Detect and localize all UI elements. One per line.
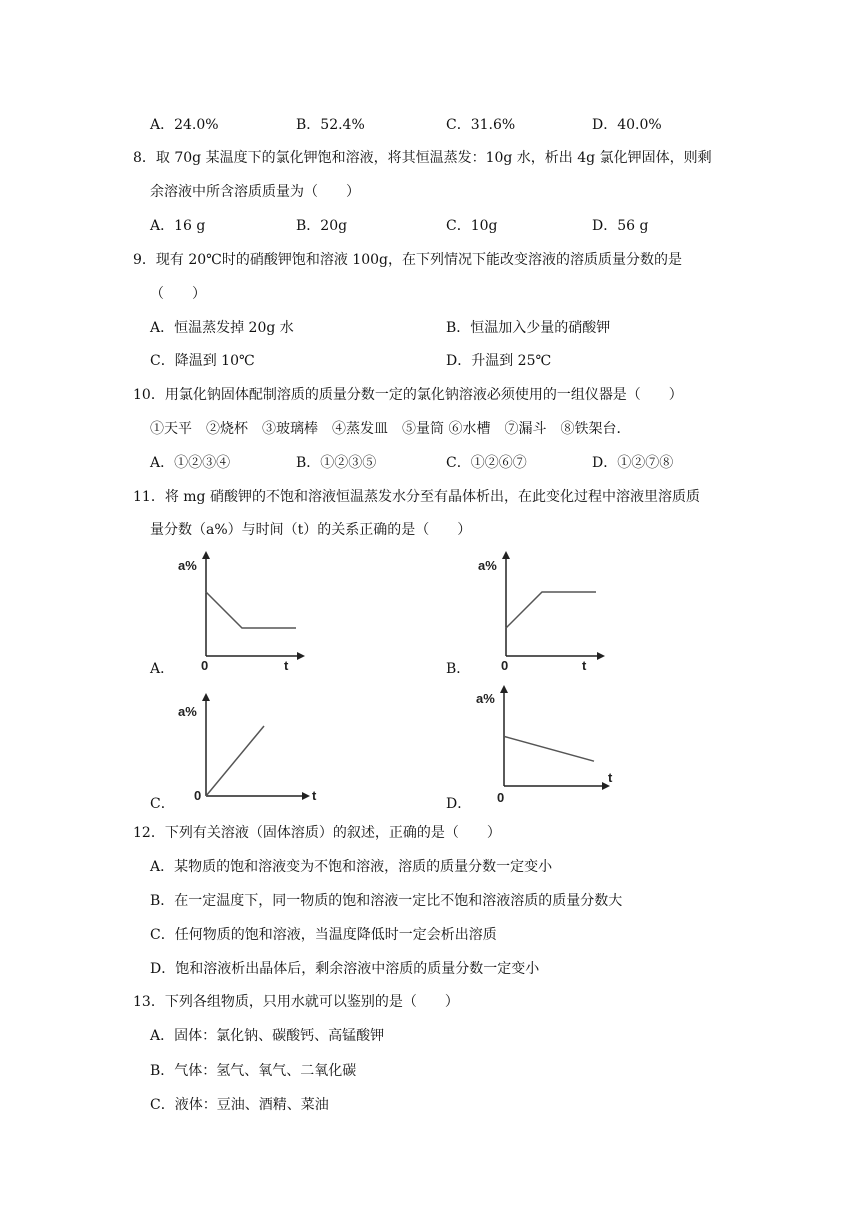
graph-d-series-line: [504, 736, 594, 761]
q10-option-d: D．①②⑦⑧: [592, 455, 674, 471]
q10-stem: 10．用氯化钠固体配制溶质的质量分数一定的氯化钠溶液必须使用的一组仪器是（ ）: [133, 387, 683, 403]
graph-d-x-label: t: [608, 770, 613, 785]
q9-stem-line1: 9．现有 20℃时的硝酸钾饱和溶液 100g，在下列情况下能改变溶液的溶质质量分数的是: [133, 252, 682, 268]
q7-option-a: A．24.0%: [150, 117, 219, 133]
graph-a-y-label: a%: [178, 558, 197, 573]
q8-option-b: B．20g: [296, 218, 348, 234]
q9-option-a: A．恒温蒸发掉 20g 水: [150, 320, 294, 336]
q7-option-b: B．52.4%: [296, 117, 365, 133]
q10-option-a: A．①②③④: [150, 455, 231, 471]
q12-option-b: B．在一定温度下，同一物质的饱和溶液一定比不饱和溶液溶质的质量分数大: [150, 893, 623, 909]
graph-a: [170, 548, 310, 673]
q9-option-d: D．升温到 25℃: [446, 353, 552, 369]
graph-c-x-arrow: [302, 792, 310, 800]
graph-b-y-arrow: [502, 551, 510, 559]
q12-option-d: D．饱和溶液析出晶体后，剩余溶液中溶质的质量分数一定变小: [150, 961, 540, 977]
q11-option-c-label: C．: [150, 796, 175, 812]
q7-option-d: D．40.0%: [592, 117, 662, 133]
graph-c-y-label: a%: [178, 704, 197, 719]
graph-b-x-arrow: [597, 652, 605, 660]
q8-option-c: C．10g: [446, 218, 498, 234]
graph-b-series-line: [506, 592, 596, 628]
graph-a-y-arrow: [202, 551, 210, 559]
graph-c-origin: 0: [194, 788, 202, 803]
q11-option-d-label: D．: [446, 796, 472, 812]
q12-stem: 12．下列有关溶液（固体溶质）的叙述，正确的是（ ）: [133, 825, 501, 841]
q12-option-c: C．任何物质的饱和溶液，当温度降低时一定会析出溶质: [150, 927, 497, 943]
q7-option-c: C．31.6%: [446, 117, 516, 133]
q10-instruments: ①天平 ②烧杯 ③玻璃棒 ④蒸发皿 ⑤量筒 ⑥水槽 ⑦漏斗 ⑧铁架台．: [150, 421, 631, 437]
q12-option-a: A．某物质的饱和溶液变为不饱和溶液，溶质的质量分数一定变小: [150, 859, 553, 875]
q9-option-c: C．降温到 10℃: [150, 353, 255, 369]
q13-option-b: B．气体：氢气、氧气、二氧化碳: [150, 1063, 357, 1079]
q11-option-a-label: A．: [150, 661, 175, 677]
q13-stem: 13．下列各组物质，只用水就可以鉴别的是（ ）: [133, 994, 459, 1010]
graph-c-x-label: t: [312, 788, 317, 803]
q13-option-c: C．液体：豆油、酒精、菜油: [150, 1097, 329, 1113]
q9-option-b: B．恒温加入少量的硝酸钾: [446, 320, 611, 336]
q8-option-a: A．16 g: [150, 218, 206, 234]
graph-c: [170, 688, 320, 810]
q8-stem-line2: 余溶液中所含溶质质量为（ ）: [150, 184, 360, 200]
graph-a-x-arrow: [297, 652, 305, 660]
graph-b-origin: 0: [501, 658, 509, 673]
q10-option-b: B．①②③⑤: [296, 455, 377, 471]
graph-a-origin: 0: [201, 658, 209, 673]
q8-option-d: D．56 g: [592, 218, 649, 234]
q8-stem-line1: 8．取 70g 某温度下的氯化钾饱和溶液，将其恒温蒸发：10g 水，析出 4g 氯化钾固体，则剩: [133, 150, 712, 166]
graph-c-series-line: [206, 726, 264, 796]
q9-stem-line2: （ ）: [150, 286, 206, 302]
graph-d-y-arrow: [500, 685, 508, 693]
graph-a-x-label: t: [284, 658, 289, 673]
graph-d: [470, 680, 620, 805]
graph-b-y-label: a%: [478, 558, 497, 573]
q11-stem-line1: 11．将 mg 硝酸钾的不饱和溶液恒温蒸发水分至有晶体析出，在此变化过程中溶液里溶质质: [133, 489, 700, 505]
graph-d-origin: 0: [497, 790, 505, 805]
q11-option-b-label: B．: [446, 661, 471, 677]
graph-a-series-line: [206, 592, 296, 628]
graph-c-y-arrow: [202, 693, 210, 701]
q11-stem-line2: 量分数（a%）与时间（t）的关系正确的是（ ）: [150, 522, 472, 538]
graph-b-x-label: t: [582, 658, 587, 673]
q10-option-c: C．①②⑥⑦: [446, 455, 527, 471]
q13-option-a: A．固体：氯化钠、碳酸钙、高锰酸钾: [150, 1028, 385, 1044]
graph-d-y-label: a%: [476, 691, 495, 706]
graph-b: [470, 548, 610, 673]
